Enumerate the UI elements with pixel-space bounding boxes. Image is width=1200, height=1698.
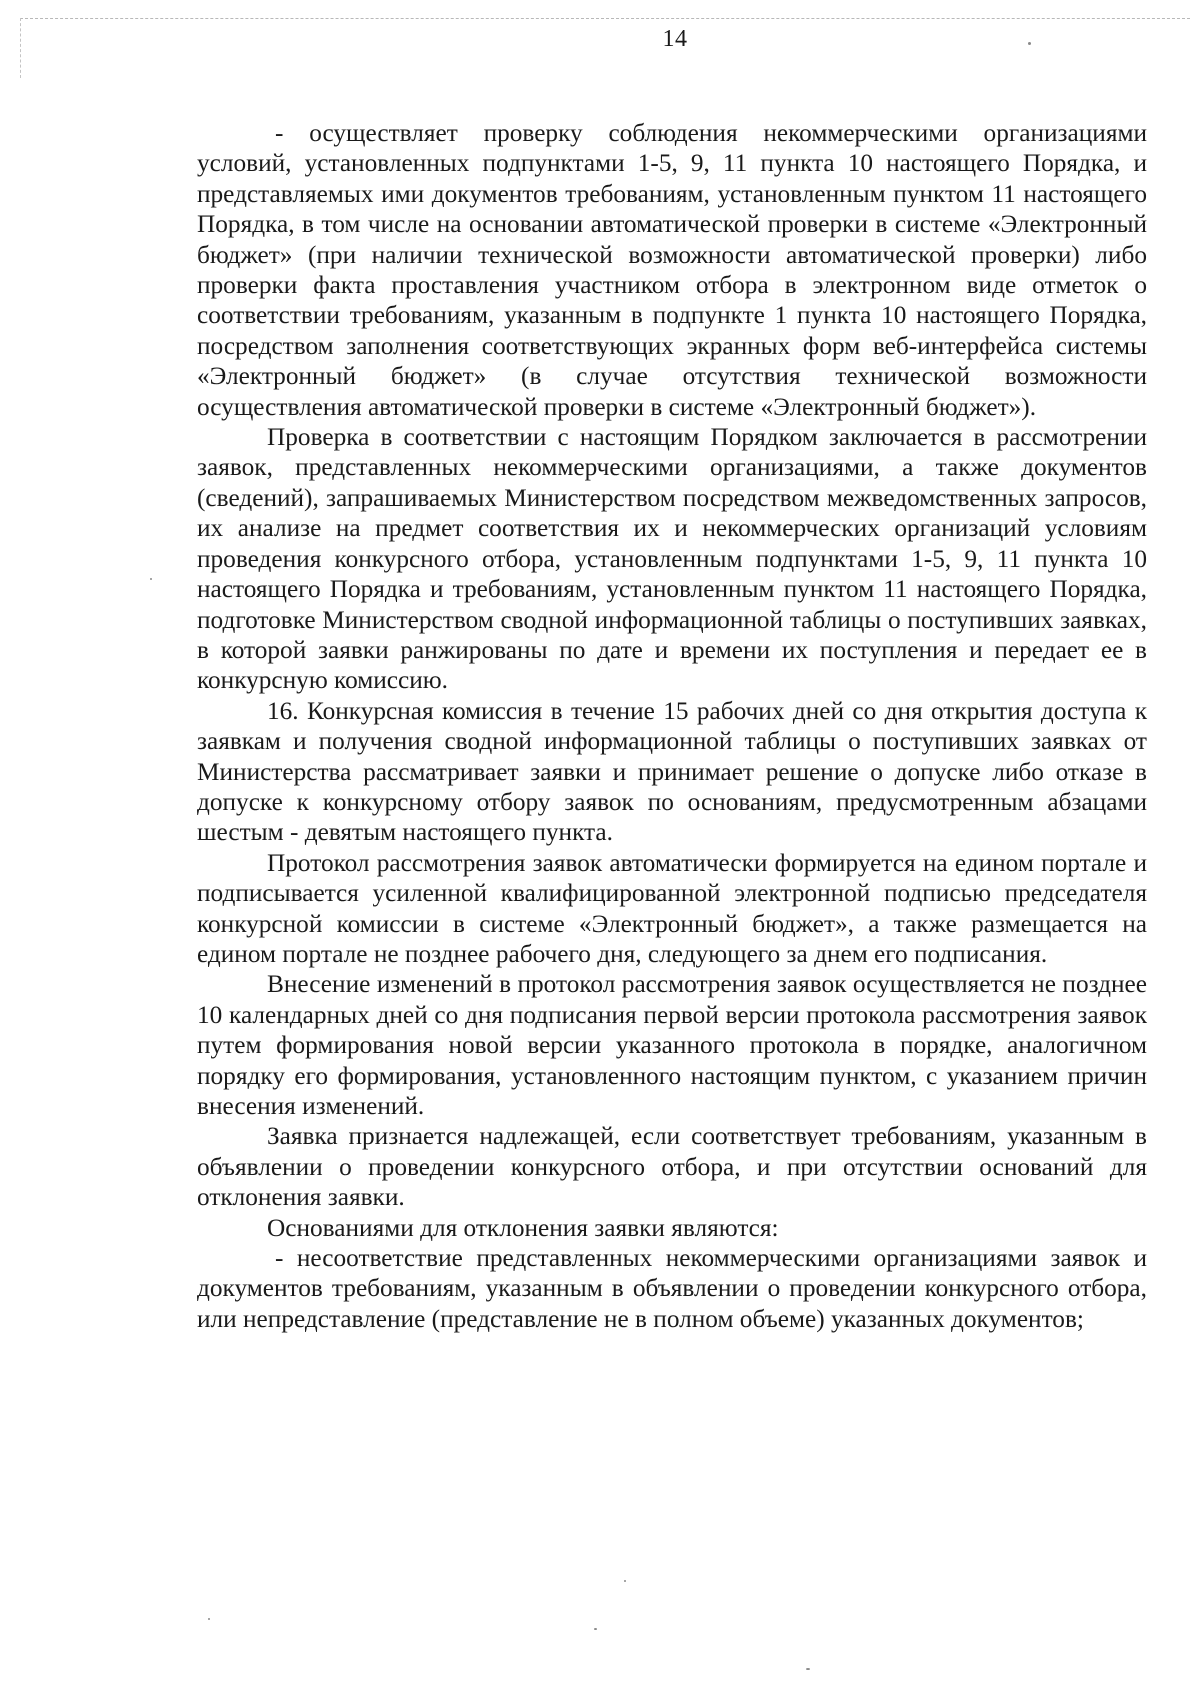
scan-speck	[624, 1580, 626, 1582]
body-text	[197, 118, 1147, 1334]
paragraph-protocol-changes: Внесение изменений в протокол рассмотрения заявок осуществляется не позднее 10 календарных дней со дня подписания первой версии протокола рассмотрения заявок путем формирования новой версии указанного протокола в порядке, аналогичном порядку его формирования, установленного настоящим пунктом, с указанием причин внесения изменений.	[197, 970, 1147, 1120]
page-number: 14	[662, 26, 688, 52]
scan-speck	[806, 1668, 810, 1670]
scan-speck	[594, 1628, 597, 1630]
paragraph-verification-process: Проверка в соответствии с настоящим Порядком заключается в рассмотрении заявок, представленных некоммерческими организациями, а также документов (сведений), запрашиваемых Министерством посредством межведомственных запросов, их анализе на предмет соответствия их и некоммерческих организаций условиям проведения конкурсного отбора, установленным подпунктами 1-5, 9, 11 пункта 10 настоящего Порядка и требованиям, установленным пунктом 11 настоящего Порядка, подготовке Министерством сводной информационной таблицы о поступивших заявках, в которой заявки ранжированы по дате и времени их поступления и передает ее в конкурсную комиссию.	[197, 423, 1147, 695]
paragraph-application-proper: Заявка признается надлежащей, если соответствует требованиям, указанным в объявлении о проведении конкурсного отбора, и при отсутствии оснований для отклонения заявки.	[197, 1122, 1147, 1212]
scan-border-top	[20, 18, 1190, 19]
paragraph-verification-duties: - осуществляет проверку соблюдения некоммерческими организациями условий, установленных подпунктами 1-5, 9, 11 пункта 10 настоящего Порядка, и представляемых ими документов требованиям, установленным пунктом 11 настоящего Порядка, в том числе на основании автоматической проверки в системе «Электронный бюджет» (при наличии технической возможности автоматической проверки) либо проверки факта проставления участником отбора в электронном виде отметок о соответствии требованиям, указанным в подпункте 1 пункта 10 настоящего Порядка, посредством заполнения соответствующих экранных форм веб-интерфейса системы «Электронный бюджет» (в случае отсутствия технической возможности осуществления автоматической проверки в системе «Электронный бюджет»).	[197, 119, 1147, 421]
scan-speck	[150, 578, 152, 580]
scan-speck	[1028, 42, 1031, 45]
paragraph-rejection-ground-1: - несоответствие представленных некоммерческими организациями заявок и документов требованиям, указанным в объявлении о проведении конкурсного отбора, или непредставление (представление не в полном объеме) указанных документов;	[197, 1244, 1147, 1333]
paragraph-rejection-grounds-heading: Основаниями для отклонения заявки являются:	[267, 1213, 779, 1242]
paragraph-item-16: 16. Конкурсная комиссия в течение 15 рабочих дней со дня открытия доступа к заявкам и получения сводной информационной таблицы о поступивших заявках от Министерства рассматривает заявки и принимает решение о допуске либо отказе в допуске к конкурсному отбору заявок по основаниям, предусмотренным абзацами шестым - девятым настоящего пункта.	[197, 696, 1147, 847]
paragraph-review-protocol: Протокол рассмотрения заявок автоматически формируется на едином портале и подписывается усиленной квалифицированной электронной подписью председателя конкурсной комиссии в системе «Электронный бюджет», а также размещается на едином портале не позднее рабочего дня, следующего за днем его подписания.	[197, 848, 1147, 968]
scan-speck	[208, 1618, 210, 1620]
